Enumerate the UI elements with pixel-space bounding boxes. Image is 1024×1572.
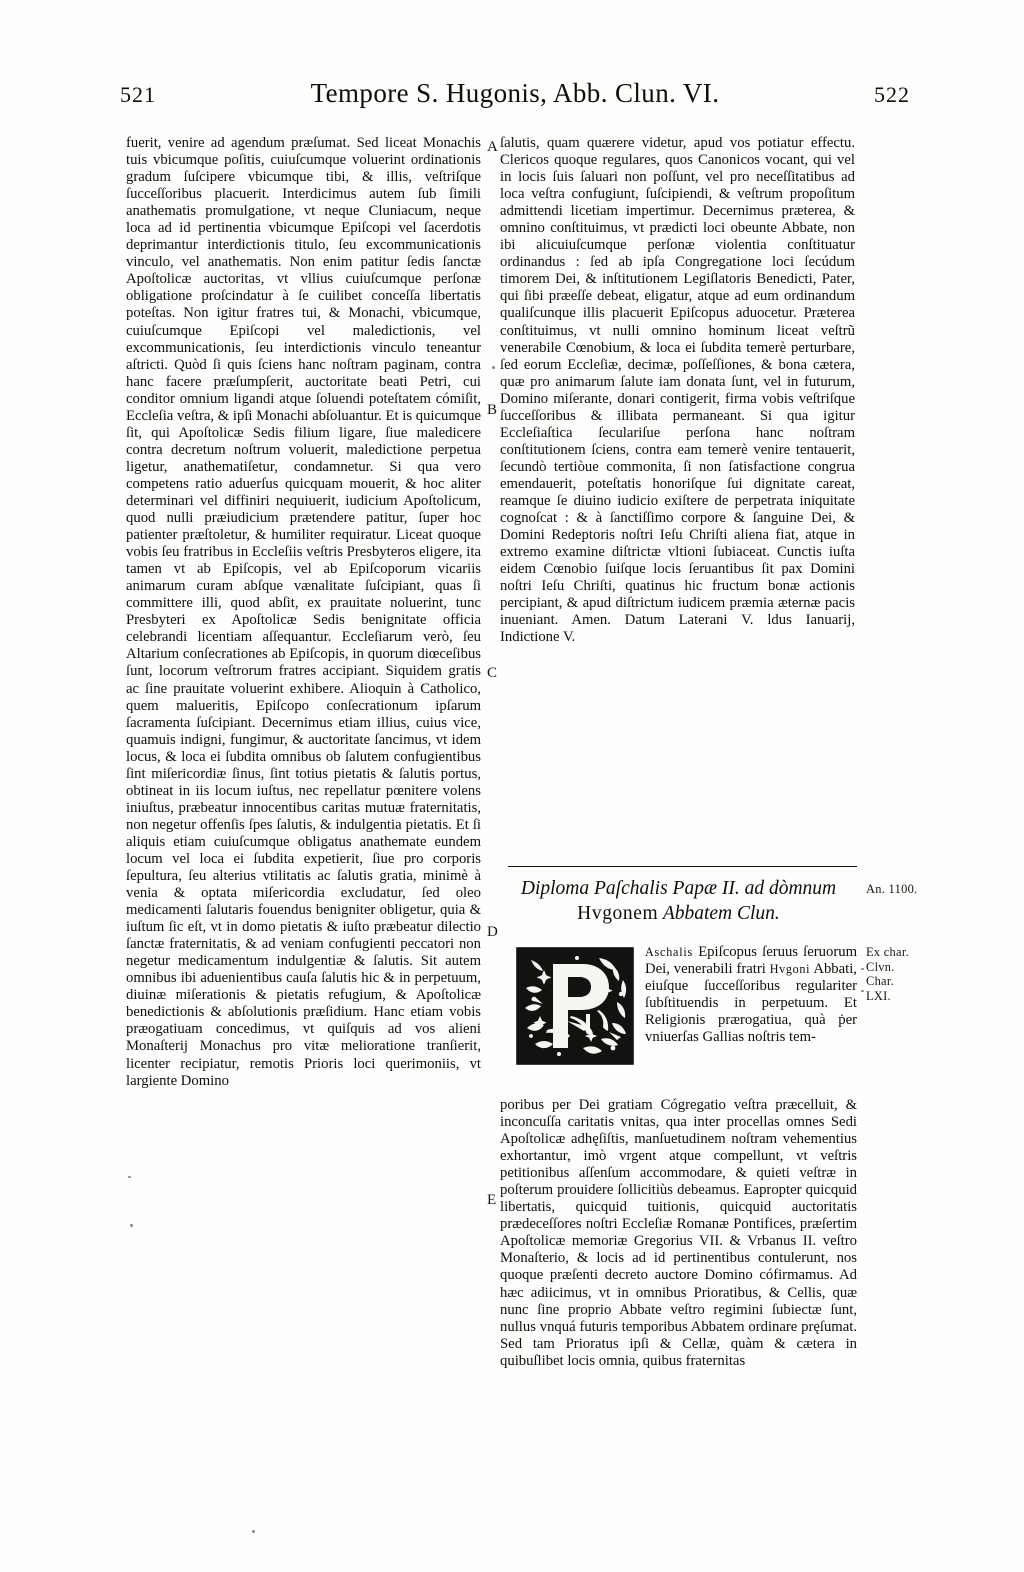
margin-source-line-1: Ex char.	[866, 945, 909, 959]
incipit-paragraph	[645, 944, 857, 1046]
folio-number-left: 521	[120, 82, 156, 107]
gutter-letter-a: A	[487, 139, 498, 155]
diploma-heading-hugonem: Hvgonem	[577, 903, 659, 924]
gutter-letter-b: B	[487, 402, 498, 418]
gutter-letter-c: C	[487, 665, 498, 681]
diploma-body-text: poribus per Dei gratiam Cógregatio veſtra præcelluit, & inconcuſſa caritatis vnitas, qua inter procellas omnes Sedi Apoſtolicæ adhęſiſtis, manſuetudinem noſtram vehementius exhortantur, imò vrgent atque compellunt, vt veſtris petitionibus aſſenſum accommodare, & quieti veſtræ in poſterum prouidere ſollicitiùs debeamus. Eapropter quicquid libertatis, quicquid tuitionis, quicquid auctoritatis prædeceſſores noſtri Eccleſiæ Romanæ Pontifices, præſertim Apoſtolicæ memoriæ Gregorius VII. & Vrbanus II. veſtro Monaſterio, & locis ad id pertinentibus contulerunt, nos quoque præſenti decreto auctore Domino cófirmamus. Ad hæc adiicimus, vt in omnibus Prioratibus, & Cellis, quæ nunc ſine proprio Abbate veſtro regimini ſubiectæ ſunt, nullus vnquá futuris temporibus Abbatem ordinare pręſumat. Sed tam Prioratus ipſi & Cellæ, quàm & cætera in quibuſlibet locis omnia, quibus fraternitas	[500, 1097, 857, 1369]
right-column	[500, 135, 855, 646]
diploma-heading-line1: Diploma Paſchalis Papæ II. ad dòmnum	[520, 878, 837, 899]
left-column-text: fuerit, venire ad agendum præſumat. Sed liceat Monachis tuis vbicumque poſitis, cuiuſcumque voluerint ordinationis gradum ſuſcipere vbicumque tibi, & illis, veſtriſque ſucceſſoribus placuerit. Interdicimus autem ſub ſimili anathematis promulgatione, vt neque Cluniacum, neque loca ad id pertinentia vbicumque Epiſcopi vel ſacerdotis deprimantur interdictionis titulo, ſeu excommunicationis vinculo, vel anathematis. Non enim patitur ſedis ſanctæ Apoſtolicæ auctoritas, vt vllius cuiuſcumque perſonæ obligatione proſcindatur à ſe cuilibet conceſſa libertatis poteſtas. Non igitur fratres tui, & Monachi, vbicumque, cuiuſcumque Epiſcopi vel maledictionis, vel excommunicationis, ſeu interdictionis vinculo teneantur aſtricti. Quòd ſi quis ſciens hanc noſtram paginam, contra hanc facere præſumpſerit, auctoritate beati Petri, cui conditor omnium ligandi atque ſoluendi poteſtatem cómiſit, Eccleſia veſtra, & ipſi Monachi abſoluantur. Et is quicumque ſit, qui Apoſtolicæ Sedis filium ligare, ſiue maledicere contra decretum noſtrum voluerit, maledictione perpetua ligetur, anathematiſetur, condamnetur. Si qua vero competens ratio aduerſus quicquam mouerit, & hoc aliter determinari vel diffiniri nequiuerit, iudicium Apoſtolicum, quod nulli præiudicium prætendere patitur, ſuper hoc patienter præſtoletur, & humiliter requiratur. Liceat quoque vobis ſeu fratribus in Eccleſiis veſtris Presbyteros eligere, ita tamen vt ab Epiſcopis, vel ab Epiſcoporum vicariis animarum curam abſque vænalitate ſuſcipiant, quas ſi committere illi, quod abſit, ex prauitate noluerint, tunc Presbyteri ex Apoſtolicæ Sedis benignitate officia celebrandi licentiam aſſequantur. Eccleſiarum verò, ſeu Altarium conſecrationes ab Epiſcopis, in quorum diœceſibus ſunt, locorum veſtrorum fratres accipiant. Siquidem gratis ac ſine prauitate voluerint exhibere. Alioquin à Catholico, quem malueritis, Epiſcopo conſecrationum ipſarum ſacramenta ſuſcipiant. Decernimus etiam illius, cuius vice, quamuis indigni, fungimur, & auctoritate ſancimus, vt idem locus, & loca ei ſubdita omnibus ob ſalutem confugientibus ſint miſericordiæ ſinus, ſint totius pietatis & ſalutis portus, obtineat in iis locum iuſtus, nec repellatur pœnitere volens iniuſtus, præbeatur innocentibus caritas mutuæ fraternitatis, non negetur offenſis ſpes ſalutis, & indulgentia pietatis. Et ſi aliquis etiam cuiuſcumque obligatus anathemate eundem locum vel loca ei ſubdita expetierit, ſiue pro corporis ſepultura, ſeu alterius vtilitatis ac ſalutis gratia, minimè à venia & optata miſericordia excludatur, ſed oleo medicamenti ſalutaris fouendus benigniter obligetur, quia & iuſtum ſic eſt, vt in domo pietatis & iuſto præbeatur dilectio ſanctæ fraternitatis, & ad veniam confugienti peccatori non negetur medicamentum indulgentiæ & ſalutis. Sit autem omnibus ibi aduenientibus cauſa ſalutis hic & in perpetuum, diuinæ miſerationis & pietatis refugium, & Apoſtolicæ benedictionis & abſolutionis præſidium. Hanc etiam vobis præogatiuam concedimus, vt quiſquis ad vos alieni Monaſterij Monachus pro vitæ melioratione tranſierit, licenter recipiatur, remotis Prioris loci querimoniis, vt largiente Domino	[126, 135, 481, 1089]
folio-number-right: 522	[874, 82, 910, 107]
diploma-body	[500, 1097, 857, 1370]
scan-speck	[252, 1530, 255, 1533]
margin-note-source	[866, 945, 966, 1003]
margin-note-year: An. 1100.	[866, 882, 918, 896]
page-title: Tempore S. Hugonis, Abb. Clun. VI.	[310, 78, 720, 108]
scan-speck	[130, 1224, 133, 1227]
diploma-heading-abbatem: Abbatem Clun.	[662, 903, 780, 924]
decorated-initial-p	[513, 944, 637, 1068]
scan-speck	[861, 968, 864, 970]
margin-source-line-4: LXI.	[866, 988, 891, 1003]
section-divider	[508, 866, 857, 867]
margin-source-line-2: Clvn.	[866, 959, 895, 974]
scan-speck	[861, 990, 864, 992]
running-head	[120, 78, 910, 118]
right-column-text: ſalutis, quam quærere videtur, apud vos potiatur effectu. Clericos quoque regulares, quos Canonicos vocant, qui vel in locis ſuis ſaluari non poſſunt, vel pro neceſſitatibus ad loca veſtra confugiunt, ſuſcipiendi, & veſtrum propoſitum admittendi licetiam impertimur. Decernimus præterea, & omnino conſtituimus, vt prædicti loci obeunte Abbate, non ibi alicuiuſcumque perſonæ violentia conſtituatur ordinandus : ſed ab ipſa Congregatione loci ſecúdum timorem Dei, & inſtitutionem Legiſlatoris Benedicti, Pater, qui ſibi præeſſe debeat, eligatur, atque ad eum ordinandum qualiſcunque illis placuerit Epiſcopus aduocetur. Præterea conſtituimus, vt nulli omnino hominum liceat veſtrũ venerabile Cœnobium, & loca ei ſubdita temerè perturbare, ſed eorum Eccleſiæ, decimæ, poſſeſſiones, & bona cætera, quæ pro animarum ſalute iam donata ſunt, vel in futurum, Domino miſerante, donari contigerit, firma vobis veſtriſque ſucceſſoribus & illibata permaneant. Si qua igitur Eccleſiaſtica ſeculariſue perſona hanc noſtram conſtitutionem ſciens, contra eam temerè venire tentauerit, ſecundò tertiòue commonita, ſi non ſatisfactione congrua emendauerit, poteſtatis honoriſque ſui dignitate careat, reamque ſe diuino iudicio exiſtere de perpetrata iniquitate cognoſcat : & à ſanctiſſimo corpore & ſanguine Dei, & Domini Redeptoris noſtri Ieſu Chriſti aliena fiat, atque in extremo examine diſtrictæ vltioni ſubiaceat. Cunctis iuſta eidem Cœnobio ſuiſque locis ſeruantibus ſit pax Domini noſtri Ieſu Chriſti, quatinus hic fructum bonæ actionis percipiant, & apud diſtrictum iudicem præmia æternæ pacis inueniant. Amen. Datum Laterani V. ldus Ianuarij, Indictione V.	[500, 135, 855, 646]
gutter-letter-e: E	[487, 1192, 497, 1208]
left-column	[126, 135, 481, 1090]
incipit-text-2: Abbati, eiuſque ſucceſſoribus regulariter ſubſtituendis in perpetuum. Et Religionis prærogatiua, quà ṗer vniuerſas Gallias noſtris tem-	[645, 961, 857, 1046]
diploma-heading-line2	[500, 901, 857, 926]
incipit-hugoni: Hvgoni	[769, 962, 811, 977]
margin-source-line-3: Char.	[866, 974, 894, 989]
scan-speck	[128, 1176, 131, 1178]
diploma-heading	[500, 876, 857, 926]
incipit-smallcaps: Aschalis	[645, 945, 694, 959]
incipit-text-1: Epiſcopus ſeruus ſeruorum Dei, venerabili fratri	[645, 944, 857, 978]
scan-speck	[492, 366, 495, 369]
gutter-letter-d: D	[487, 924, 498, 940]
